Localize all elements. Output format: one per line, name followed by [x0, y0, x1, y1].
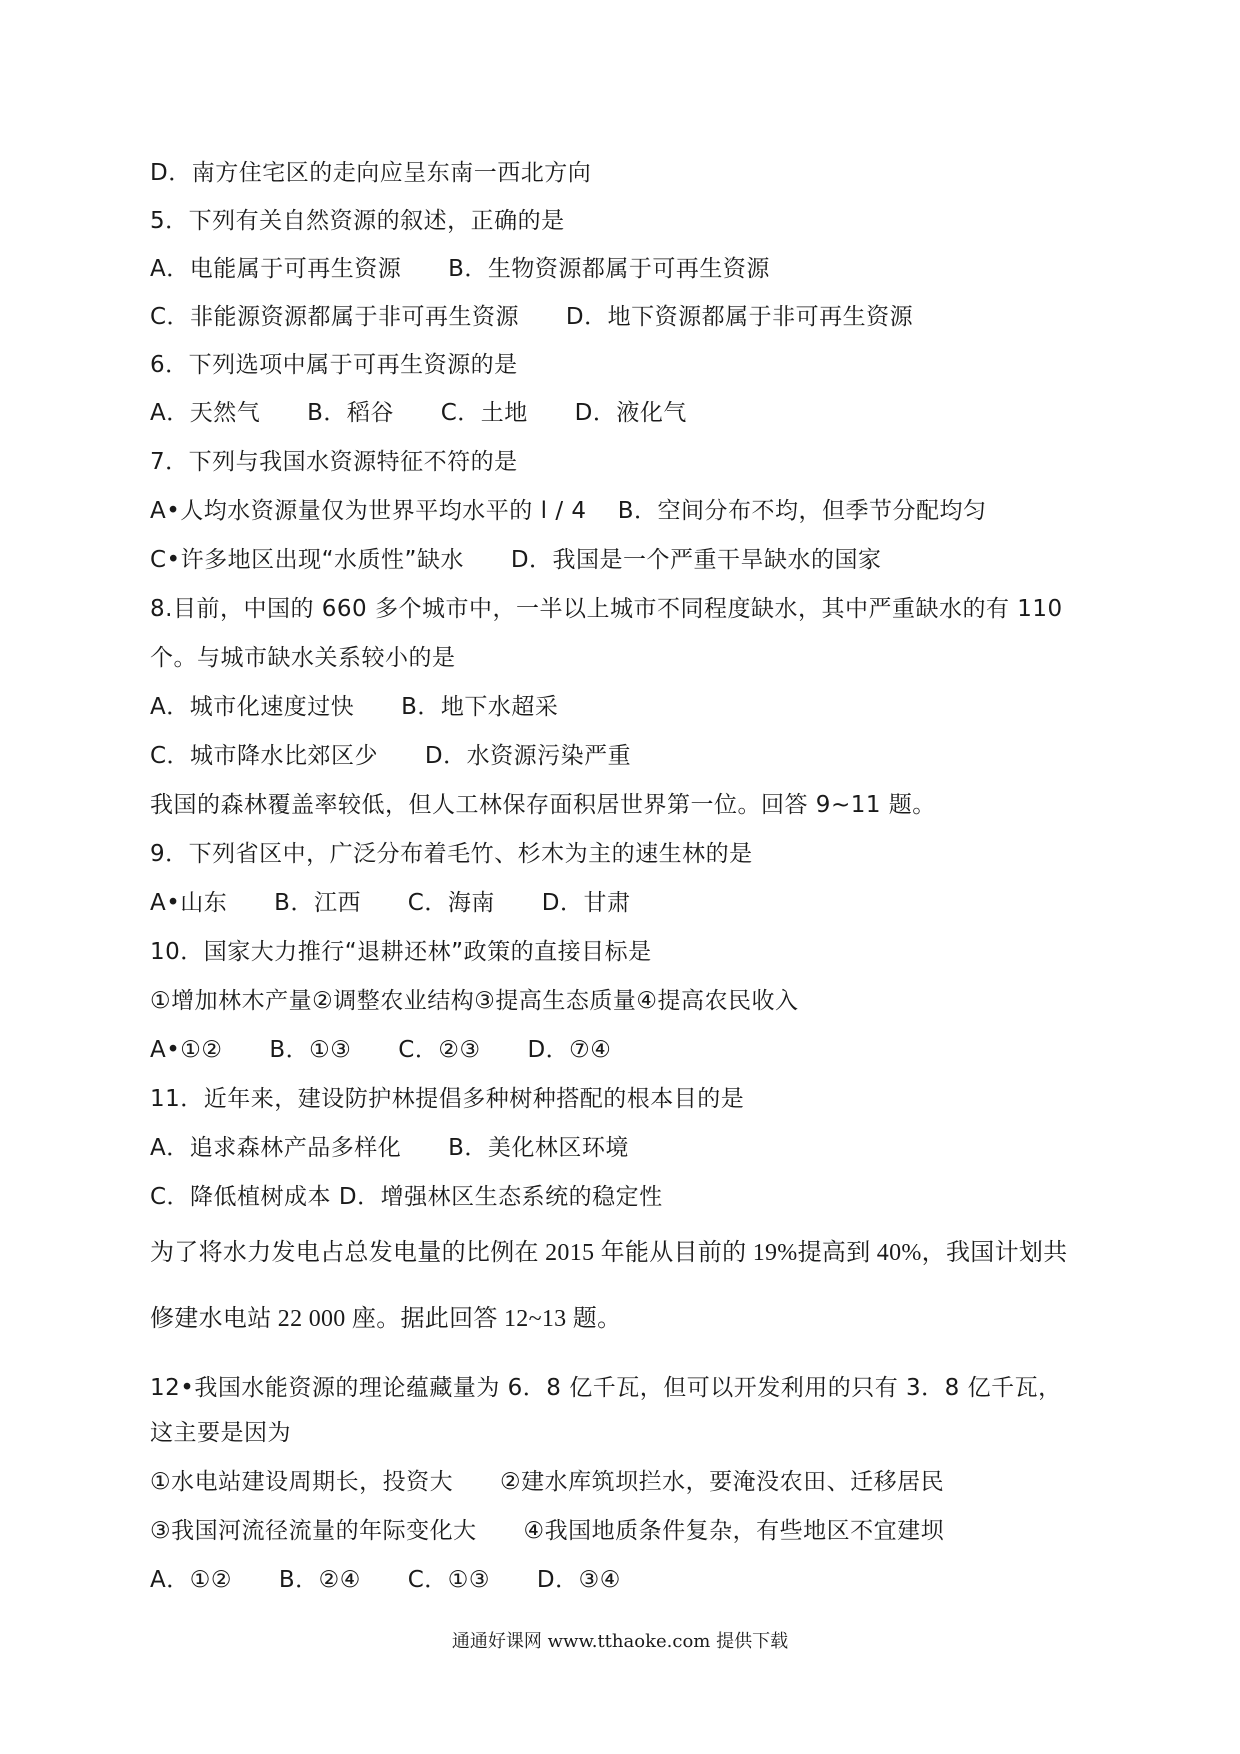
options-q8-ab: A．城市化速度过快 B．地下水超采 [150, 694, 559, 720]
options-q5-ab: A．电能属于可再生资源 B．生物资源都属于可再生资源 [150, 256, 770, 282]
question-5: 5．下列有关自然资源的叙述，正确的是 [150, 208, 565, 234]
options-q11-ab: A．追求森林产品多样化 B．美化林区环境 [150, 1135, 629, 1161]
options-q11-cd: C．降低植树成本 D．增强林区生态系统的稳定性 [150, 1184, 663, 1210]
options-q9: A•山东 B．江西 C．海南 D．甘肃 [150, 890, 631, 916]
options-q7-ab: A•人均水资源量仅为世界平均水平的 l / 4 B．空间分布不均，但季节分配均匀 [150, 498, 987, 524]
question-6: 6．下列选项中属于可再生资源的是 [150, 352, 518, 378]
statements-q12-b: ③我国河流径流量的年际变化大 ④我国地质条件复杂，有些地区不宜建坝 [150, 1518, 945, 1544]
question-7: 7．下列与我国水资源特征不符的是 [150, 449, 518, 475]
options-q5-cd: C．非能源资源都属于非可再生资源 D．地下资源都属于非可再生资源 [150, 304, 914, 330]
question-8-line1: 8.目前，中国的 660 多个城市中，一半以上城市不同程度缺水，其中严重缺水的有 110 [150, 596, 1063, 622]
question-8-line2: 个。与城市缺水关系较小的是 [150, 645, 456, 671]
question-12-line1: 12•我国水能资源的理论蕴藏量为 6．8 亿千瓦，但可以开发利用的只有 3．8 亿千瓦， [150, 1375, 1062, 1401]
page-footer: 通通好课网 www.tthaoke.com 提供下载 [451, 1631, 789, 1652]
options-q12: A．①② B．②④ C．①③ D．③④ [150, 1567, 621, 1593]
question-10: 10．国家大力推行“退耕还林”政策的直接目标是 [150, 939, 652, 965]
options-q6: A．天然气 B．稻谷 C．土地 D．液化气 [150, 400, 687, 426]
statements-q10: ①增加林木产量②调整农业结构③提高生态质量④提高农民收入 [150, 988, 799, 1014]
passage-forest: 我国的森林覆盖率较低，但人工林保存面积居世界第一位。回答 9~11 题。 [150, 792, 936, 818]
options-q8-cd: C．城市降水比郊区少 D．水资源污染严重 [150, 743, 632, 769]
question-12-line2: 这主要是因为 [150, 1420, 291, 1446]
option-d-q4: D．南方住宅区的走向应呈东南一西北方向 [150, 160, 592, 186]
question-9: 9．下列省区中，广泛分布着毛竹、杉木为主的速生林的是 [150, 841, 753, 867]
options-q7-cd: C•许多地区出现“水质性”缺水 D．我国是一个严重干旱缺水的国家 [150, 547, 882, 573]
options-q10: A•①② B．①③ C．②③ D．⑦④ [150, 1037, 612, 1063]
question-11: 11．近年来，建设防护林提倡多种树种搭配的根本目的是 [150, 1086, 745, 1112]
statements-q12-a: ①水电站建设周期长，投资大 ②建水库筑坝拦水，要淹没农田、迁移居民 [150, 1469, 945, 1495]
passage-hydropower-line1: 为了将水力发电占总发电量的比例在 2015 年能从目前的 19%提高到 40%，我国计划共 [150, 1240, 1068, 1266]
passage-hydropower-line2: 修建水电站 22 000 座。据此回答 12~13 题。 [150, 1306, 622, 1332]
